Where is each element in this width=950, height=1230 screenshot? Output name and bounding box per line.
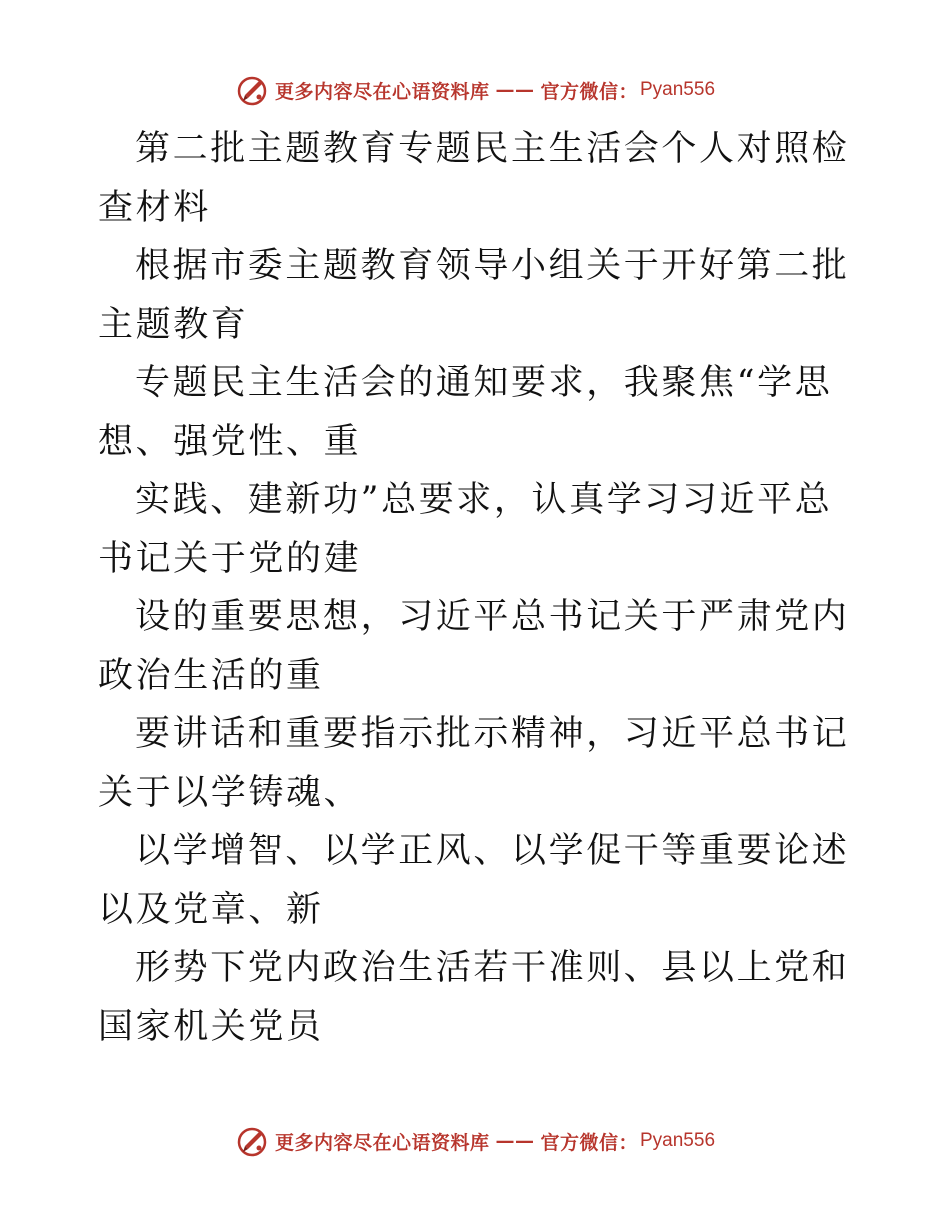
pen-logo-icon [235, 1124, 269, 1158]
header-watermark [0, 70, 950, 110]
document-paragraph: 实践、建新功”总要求，认真学习习近平总书记关于党的建 [98, 480, 833, 579]
document-paragraph: 专题民主生活会的通知要求，我聚焦“学思想、强党性、重 [98, 363, 833, 462]
watermark-site-text: 更多内容尽在心语资料库 [274, 1131, 490, 1154]
document-paragraph: 设的重要思想，习近平总书记关于严肃党内政治生活的重 [98, 597, 850, 696]
watermark-site-text: 更多内容尽在心语资料库 [274, 80, 490, 103]
document-paragraph: 形势下党内政治生活若干准则、县以上党和国家机关党员 [98, 948, 850, 1047]
watermark-wechat-label: 官方微信： [540, 1131, 638, 1154]
pen-logo-icon [235, 73, 269, 107]
document-title: 第二批主题教育专题民主生活会个人对照检查材料 [98, 129, 850, 228]
watermark-separator: —— [495, 1130, 535, 1152]
watermark-separator: —— [495, 79, 535, 101]
document-paragraph: 以学增智、以学正风、以学促干等重要论述以及党章、新 [98, 831, 850, 930]
watermark-wechat-label: 官方微信： [540, 80, 638, 103]
footer-watermark [0, 1121, 950, 1161]
watermark-wechat-id: Pyan556 [640, 79, 716, 100]
document-body [98, 120, 858, 1056]
watermark-wechat-id: Pyan556 [640, 1130, 716, 1151]
document-paragraph: 要讲话和重要指示批示精神，习近平总书记关于以学铸魂、 [98, 714, 850, 813]
document-paragraph: 根据市委主题教育领导小组关于开好第二批主题教育 [98, 246, 850, 345]
